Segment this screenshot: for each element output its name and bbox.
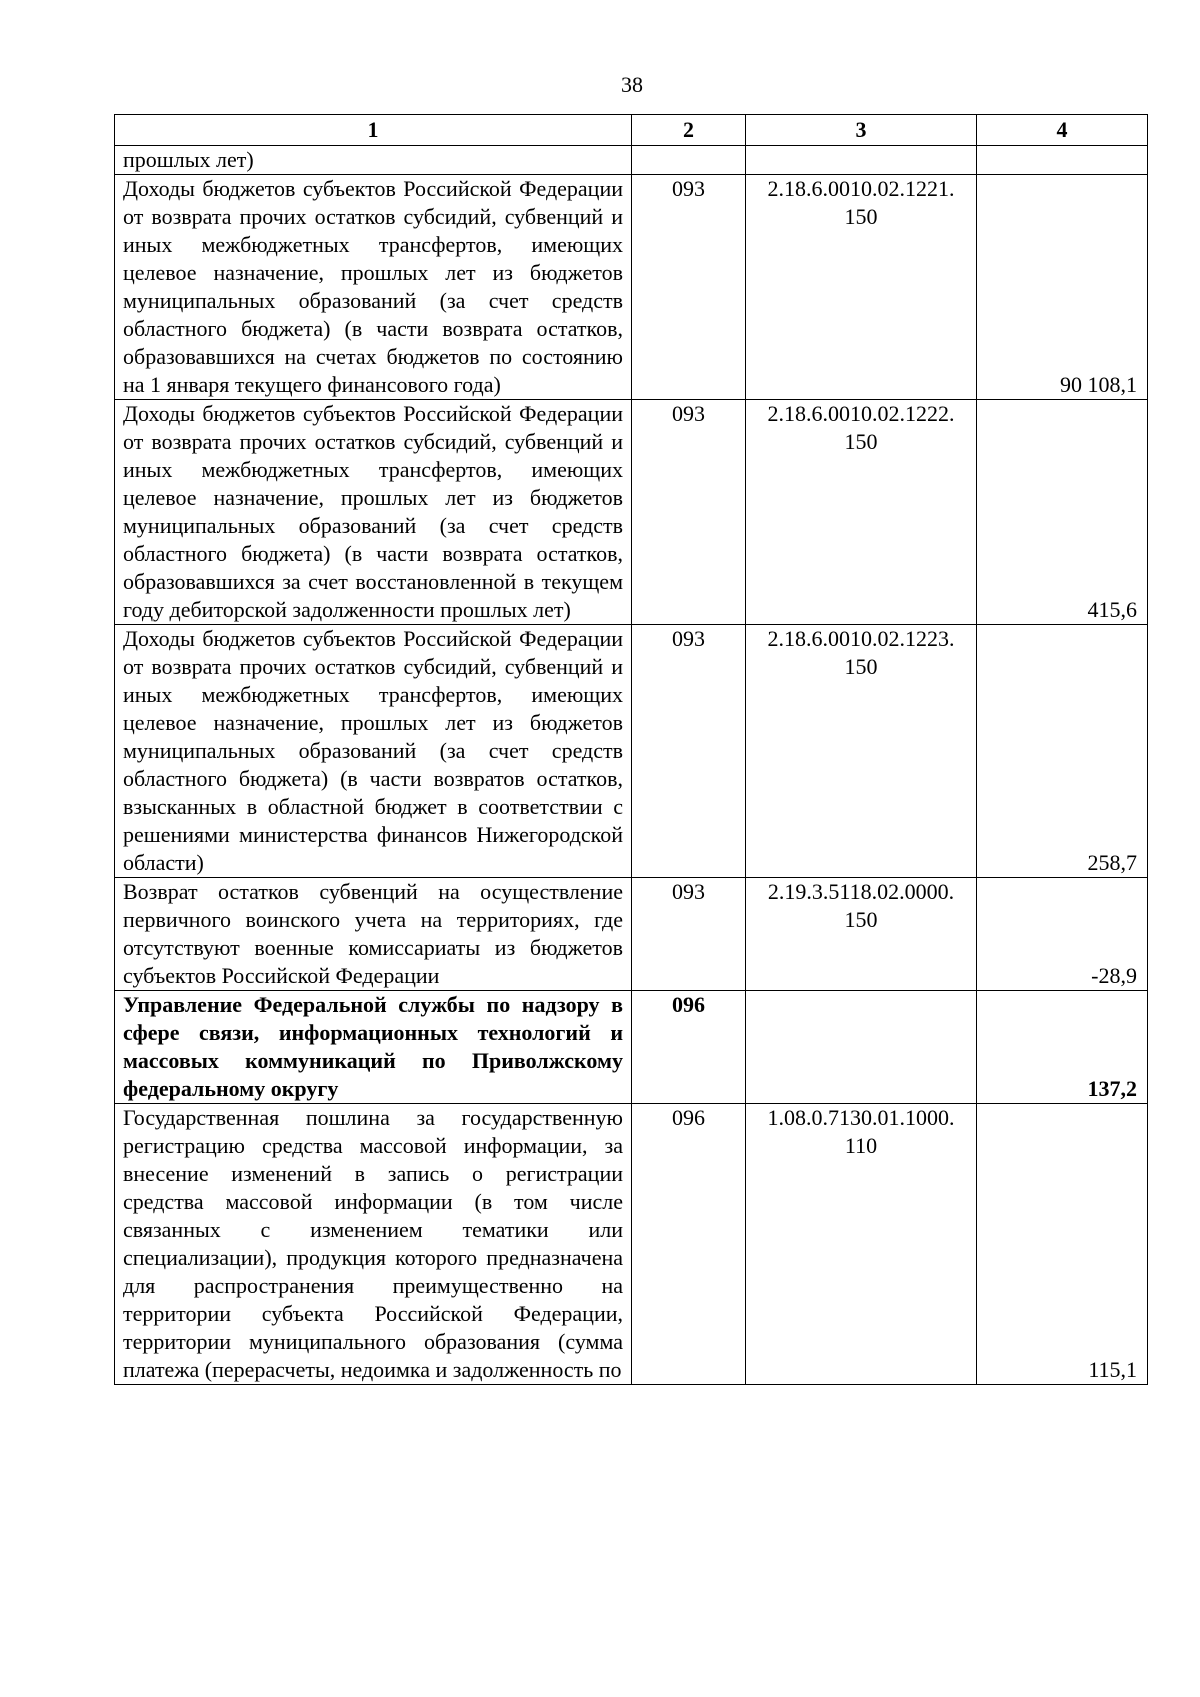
row-admin-code: 093 <box>632 400 746 625</box>
header-col-3: 3 <box>746 115 977 146</box>
table-row <box>115 175 1148 400</box>
header-col-1: 1 <box>115 115 632 146</box>
row-amount: 258,7 <box>977 625 1148 878</box>
row-admin-code: 093 <box>632 625 746 878</box>
row-admin-code <box>632 146 746 175</box>
row-classification-code: 1.08.0.7130.01.1000. 110 <box>746 1104 977 1385</box>
row-classification-code: 2.18.6.0010.02.1221. 150 <box>746 175 977 400</box>
table-row <box>115 400 1148 625</box>
row-description: Доходы бюджетов субъектов Российской Федерации от возврата прочих остатков субсидий, субвенций и иных межбюджетных трансфертов, имеющих целевое назначение, прошлых лет из бюджетов муниципальных образований (за счет средств областного бюджета) (в части возвратов остатков, взысканных в областной бюджет в соответствии с решениями министерства финансов Нижегородской области) <box>115 625 632 878</box>
row-amount: 115,1 <box>977 1104 1148 1385</box>
row-classification-code: 2.19.3.5118.02.0000. 150 <box>746 878 977 991</box>
row-amount: 137,2 <box>977 991 1148 1104</box>
header-col-2: 2 <box>632 115 746 146</box>
row-classification-code <box>746 146 977 175</box>
row-amount: 415,6 <box>977 400 1148 625</box>
table-row <box>115 1104 1148 1385</box>
table-row <box>115 146 1148 175</box>
row-classification-code: 2.18.6.0010.02.1222. 150 <box>746 400 977 625</box>
row-description: Доходы бюджетов субъектов Российской Федерации от возврата прочих остатков субсидий, субвенций и иных межбюджетных трансфертов, имеющих целевое назначение, прошлых лет из бюджетов муниципальных образований (за счет средств областного бюджета) (в части возврата остатков, образовавшихся за счет восстановленной в текущем году дебиторской задолженности прошлых лет) <box>115 400 632 625</box>
row-description: Доходы бюджетов субъектов Российской Федерации от возврата прочих остатков субсидий, субвенций и иных межбюджетных трансфертов, имеющих целевое назначение, прошлых лет из бюджетов муниципальных образований (за счет средств областного бюджета) (в части возврата остатков, образовавшихся на счетах бюджетов по состоянию на 1 января текущего финансового года) <box>115 175 632 400</box>
budget-table <box>114 114 1148 1385</box>
row-description: Управление Федеральной службы по надзору в сфере связи, информационных технологий и массовых коммуникаций по Приволжскому федеральному округу <box>115 991 632 1104</box>
row-classification-code <box>746 991 977 1104</box>
row-admin-code: 096 <box>632 1104 746 1385</box>
table-row <box>115 878 1148 991</box>
header-col-4: 4 <box>977 115 1148 146</box>
table-row <box>115 625 1148 878</box>
table-header-row <box>115 115 1148 146</box>
row-description: прошлых лет) <box>115 146 632 175</box>
row-amount <box>977 146 1148 175</box>
row-description: Возврат остатков субвенций на осуществление первичного воинского учета на территориях, где отсутствуют военные комиссариаты из бюджетов субъектов Российской Федерации <box>115 878 632 991</box>
row-amount: 90 108,1 <box>977 175 1148 400</box>
row-description: Государственная пошлина за государственную регистрацию средства массовой информации, за внесение изменений в запись о регистрации средства массовой информации (в том числе связанных с изменением тематики или специализации), продукция которого предназначена для распространения преимущественно на территории субъекта Российской Федерации, территории муниципального образования (сумма платежа (перерасчеты, недоимка и задолженность по <box>115 1104 632 1385</box>
row-admin-code: 093 <box>632 878 746 991</box>
row-classification-code: 2.18.6.0010.02.1223. 150 <box>746 625 977 878</box>
row-amount: -28,9 <box>977 878 1148 991</box>
row-admin-code: 096 <box>632 991 746 1104</box>
page-number: 38 <box>621 72 643 97</box>
table-row-section-header <box>115 991 1148 1104</box>
row-admin-code: 093 <box>632 175 746 400</box>
